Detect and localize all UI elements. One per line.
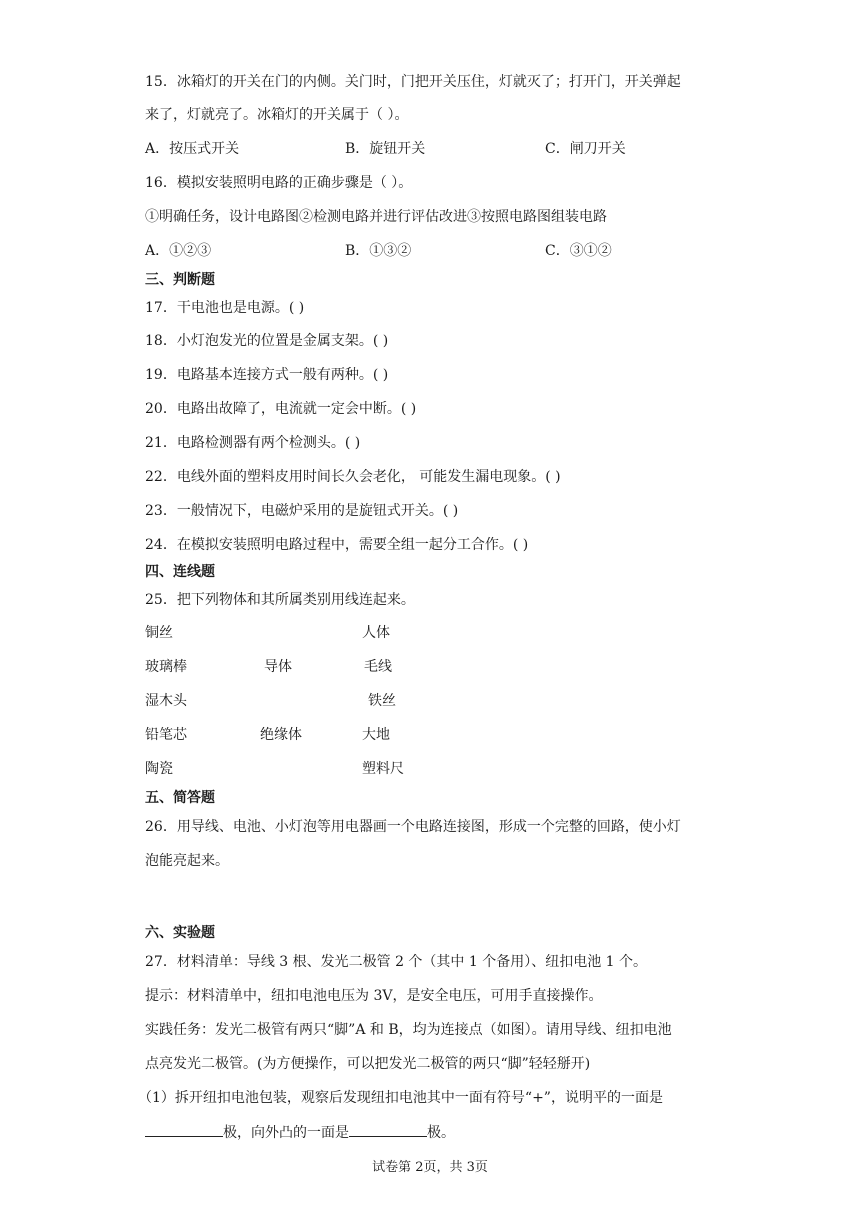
match-left-item: 玻璃棒 [145, 659, 187, 675]
match-right-item: 人体 [362, 625, 390, 641]
q27-line1: 27．材料清单：导线 3 根、发光二极管 2 个（其中 1 个备用）、纽扣电池 1 个。 [145, 954, 648, 970]
match-right-item: 毛线 [364, 659, 392, 675]
judge-item: 21．电路检测器有两个检测头。( ) [145, 435, 361, 451]
judge-item: 19．电路基本连接方式一般有两种。( ) [145, 367, 389, 383]
q26-line1: 26．用导线、电池、小灯泡等用电器画一个电路连接图，形成一个完整的回路，使小灯 [145, 819, 681, 835]
q15-line2: 来了，灯就亮了。冰箱灯的开关属于（ ）。 [145, 107, 409, 123]
judge-item: 17．干电池也是电源。( ) [145, 300, 305, 316]
section-heading-short-answer: 五、简答题 [145, 790, 215, 806]
q16-option-a: A．①②③ [145, 243, 212, 259]
q16-option-b: B．①③② [345, 243, 412, 259]
judge-item: 20．电路出故障了，电流就一定会中断。( ) [145, 401, 417, 417]
q25-stem: 25．把下列物体和其所属类别用线连起来。 [145, 592, 415, 608]
judge-item: 18．小灯泡发光的位置是金属支架。( ) [145, 333, 389, 349]
q15-option-a: A．按压式开关 [145, 141, 240, 157]
judge-item: 23．一般情况下，电磁炉采用的是旋钮式开关。( ) [145, 503, 459, 519]
judge-item: 24．在模拟安装照明电路过程中，需要全组一起分工合作。( ) [145, 537, 529, 553]
judge-item: 22．电线外面的塑料皮用时间长久会老化， 可能发生漏电现象。( ) [145, 469, 561, 485]
match-right-item: 大地 [362, 727, 390, 743]
match-category-insulator: 绝缘体 [260, 727, 302, 743]
match-right-item: 塑料尺 [362, 761, 404, 777]
match-left-item: 陶瓷 [145, 761, 173, 777]
q27-sub1-answer-line [145, 1122, 455, 1143]
section-heading-judge: 三、判断题 [145, 272, 215, 288]
q26-line2: 泡能亮起来。 [145, 853, 229, 869]
q15-option-b: B．旋钮开关 [345, 141, 426, 157]
q16-option-c: C．③①② [545, 243, 612, 259]
answer-blank[interactable] [349, 1122, 427, 1137]
section-heading-matching: 四、连线题 [145, 564, 215, 580]
answer-blank[interactable] [145, 1122, 223, 1137]
q27-line3: 实践任务：发光二极管有两只“脚”A 和 B，均为连接点（如图）。请用导线、纽扣电池 [145, 1022, 672, 1038]
q15-option-c: C．闸刀开关 [545, 141, 626, 157]
match-category-conductor: 导体 [264, 659, 292, 675]
q16-stem: 16．模拟安装照明电路的正确步骤是（ ）。 [145, 175, 413, 191]
q16-steps: ①明确任务，设计电路图②检测电路并进行评估改进③按照电路图组装电路 [145, 209, 607, 225]
match-left-item: 湿木头 [145, 693, 187, 709]
q15-line1: 15．冰箱灯的开关在门的内侧。关门时，门把开关压住，灯就灭了；打开门，开关弹起 [145, 74, 681, 90]
q27-line4: 点亮发光二极管。(为方便操作，可以把发光二极管的两只“脚”轻轻掰开) [145, 1056, 591, 1072]
q27-sub1-part-a: 极，向外凸的一面是 [223, 1125, 349, 1141]
page-footer: 试卷第 2页，共 3页 [372, 1160, 488, 1175]
q27-sub1: （1）拆开纽扣电池包装，观察后发现纽扣电池其中一面有符号“+”，说明平的一面是 [138, 1090, 663, 1106]
match-right-item: 铁丝 [368, 693, 396, 709]
match-left-item: 铜丝 [145, 625, 173, 641]
q27-line2: 提示：材料清单中，纽扣电池电压为 3V，是安全电压，可用手直接操作。 [145, 988, 603, 1004]
q27-sub1-part-b: 极。 [427, 1125, 455, 1141]
match-left-item: 铅笔芯 [145, 727, 187, 743]
section-heading-experiment: 六、实验题 [145, 925, 215, 941]
